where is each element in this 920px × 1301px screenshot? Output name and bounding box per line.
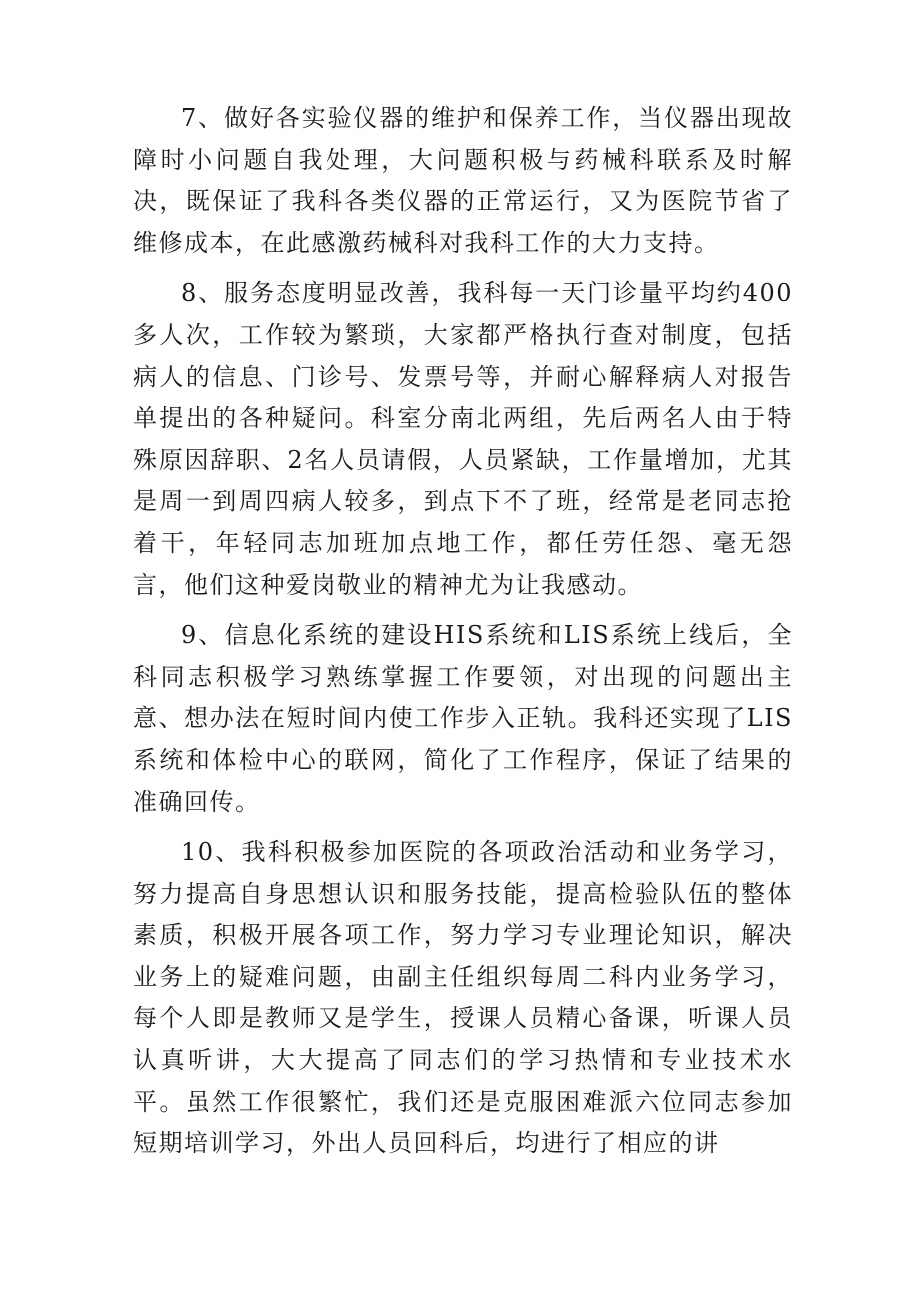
paragraph-item-8: 8、服务态度明显改善，我科每一天门诊量平均约400多人次，工作较为繁琐，大家都严格执行查对制度，包括病人的信息、门诊号、发票号等，并耐心解释病人对报告单提出的各种疑问。科室分南北两组，先后两名人由于特殊原因辞职、2名人员请假，人员紧缺，工作量增加，尤其是周一到周四病人较多，到点下不了班，经常是老同志抢着干，年轻同志加班加点地工作，都任劳任怨、毫无怨言，他们这种爱岗敬业的精神尤为让我感动。	[133, 279, 793, 599]
paragraph-item-7: 7、做好各实验仪器的维护和保养工作，当仪器出现故障时小问题自我处理，大问题积极与药械科联系及时解决，既保证了我科各类仪器的正常运行，又为医院节省了维修成本，在此感激药械科对我科工作的大力支持。	[133, 104, 793, 257]
document-body	[133, 98, 793, 1174]
paragraph-item-9: 9、信息化系统的建设HIS系统和LIS系统上线后，全科同志积极学习熟练掌握工作要领，对出现的问题出主意、想办法在短时间内使工作步入正轨。我科还实现了LIS系统和体检中心的联网，简化了工作程序，保证了结果的准确回传。	[133, 621, 793, 816]
paragraph-item-10: 10、我科积极参加医院的各项政治活动和业务学习，努力提高自身思想认识和服务技能，提高检验队伍的整体素质，积极开展各项工作，努力学习专业理论知识，解决业务上的疑难问题，由副主任组织每周二科内业务学习，每个人即是教师又是学生，授课人员精心备课，听课人员认真听讲，大大提高了同志们的学习热情和专业技术水平。虽然工作很繁忙，我们还是克服困难派六位同志参加短期培训学习，外出人员回科后，均进行了相应的讲	[133, 838, 793, 1158]
